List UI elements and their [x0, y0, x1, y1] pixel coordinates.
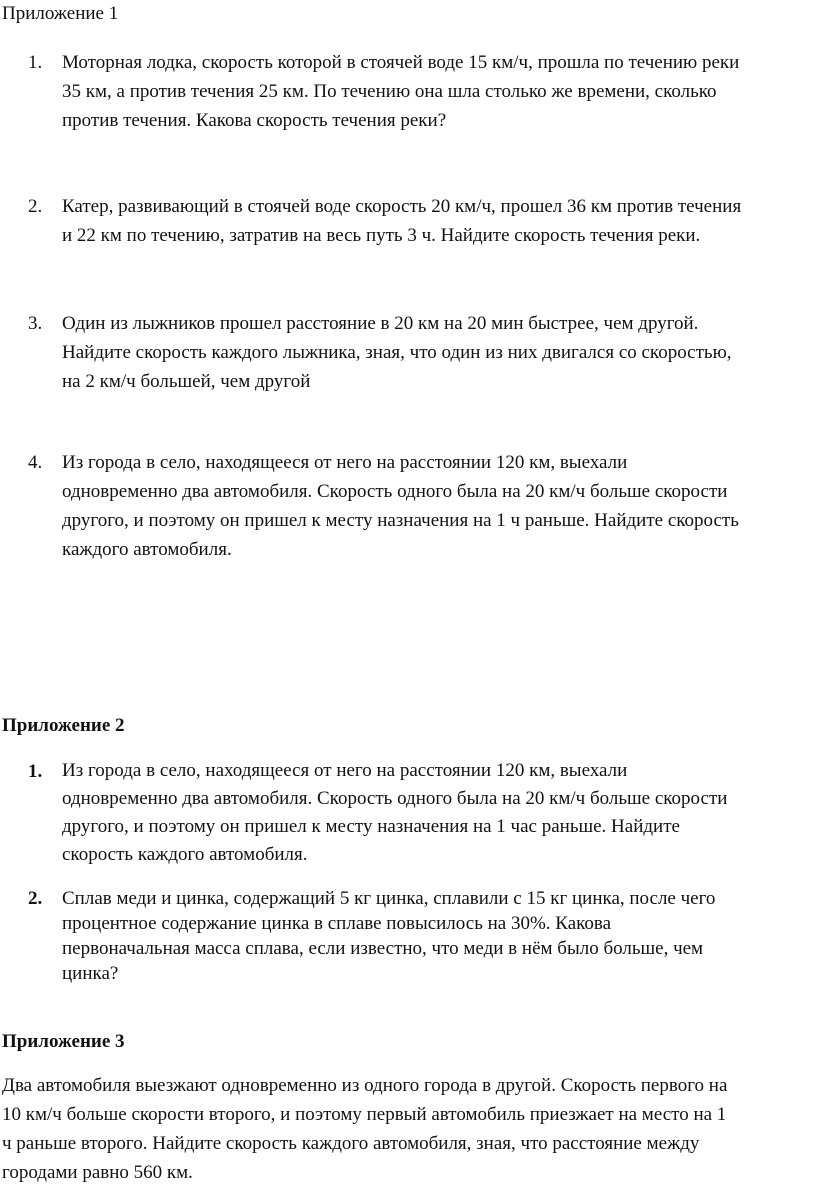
- problem-text: Моторная лодка, скорость которой в стоячей воде 15 км/ч, прошла по течению реки 35 км, а против течения 25 км. По течению она шла столько же времени, сколько против течения. Какова скорость течения реки?: [62, 52, 740, 131]
- problem-number: 4.: [28, 452, 43, 473]
- problem-text: Сплав меди и цинка, содержащий 5 кг цинка, сплавили с 15 кг цинка, после чего процентное содержание цинка в сплаве повысилось на 30%. Какова первоначальная масса сплава, если известно, что меди в нём было больше, чем цинка?: [62, 888, 716, 984]
- problem-text: Из города в село, находящееся от него на расстоянии 120 км, выехали одновременно два автомобиля. Скорость одного была на 20 км/ч больше скорости другого, и поэтому он пришел к месту назначения на 1 ч раньше. Найдите скорость каждого автомобиля.: [62, 452, 739, 560]
- problem-text: Один из лыжников прошел расстояние в 20 км на 20 мин быстрее, чем другой. Найдите скорость каждого лыжника, зная, что один из них двигался со скоростью, на 2 км/ч большей, чем другой: [62, 313, 732, 392]
- problem-number: 1.: [28, 761, 43, 782]
- appendix-1-title: Приложение 1: [2, 3, 119, 24]
- appendix-3-problem: Два автомобиля выезжают одновременно из одного города в другой. Скорость первого на 10 км/ч больше скорости второго, и поэтому первый автомобиль приезжает на место на 1 ч раньше второго. Найдите скорость каждого автомобиля, зная, что расстояние между городами равно 560 км.: [2, 1075, 728, 1183]
- problem-text: Катер, развивающий в стоячей воде скорость 20 км/ч, прошел 36 км против течения и 22 км по течению, затратив на весь путь 3 ч. Найдите скорость течения реки.: [62, 196, 742, 246]
- appendix-2-title: Приложение 2: [2, 715, 125, 736]
- problem-number: 3.: [28, 313, 43, 334]
- problem-number: 1.: [28, 52, 43, 73]
- problem-number: 2.: [28, 196, 43, 217]
- appendix-3-title: Приложение 3: [2, 1031, 125, 1052]
- problem-number: 2.: [28, 888, 43, 909]
- problem-text: Из города в село, находящееся от него на расстоянии 120 км, выехали одновременно два автомобиля. Скорость одного была на 20 км/ч больше скорости другого, и поэтому он пришел к месту назначения на 1 час раньше. Найдите скорость каждого автомобиля.: [62, 760, 728, 865]
